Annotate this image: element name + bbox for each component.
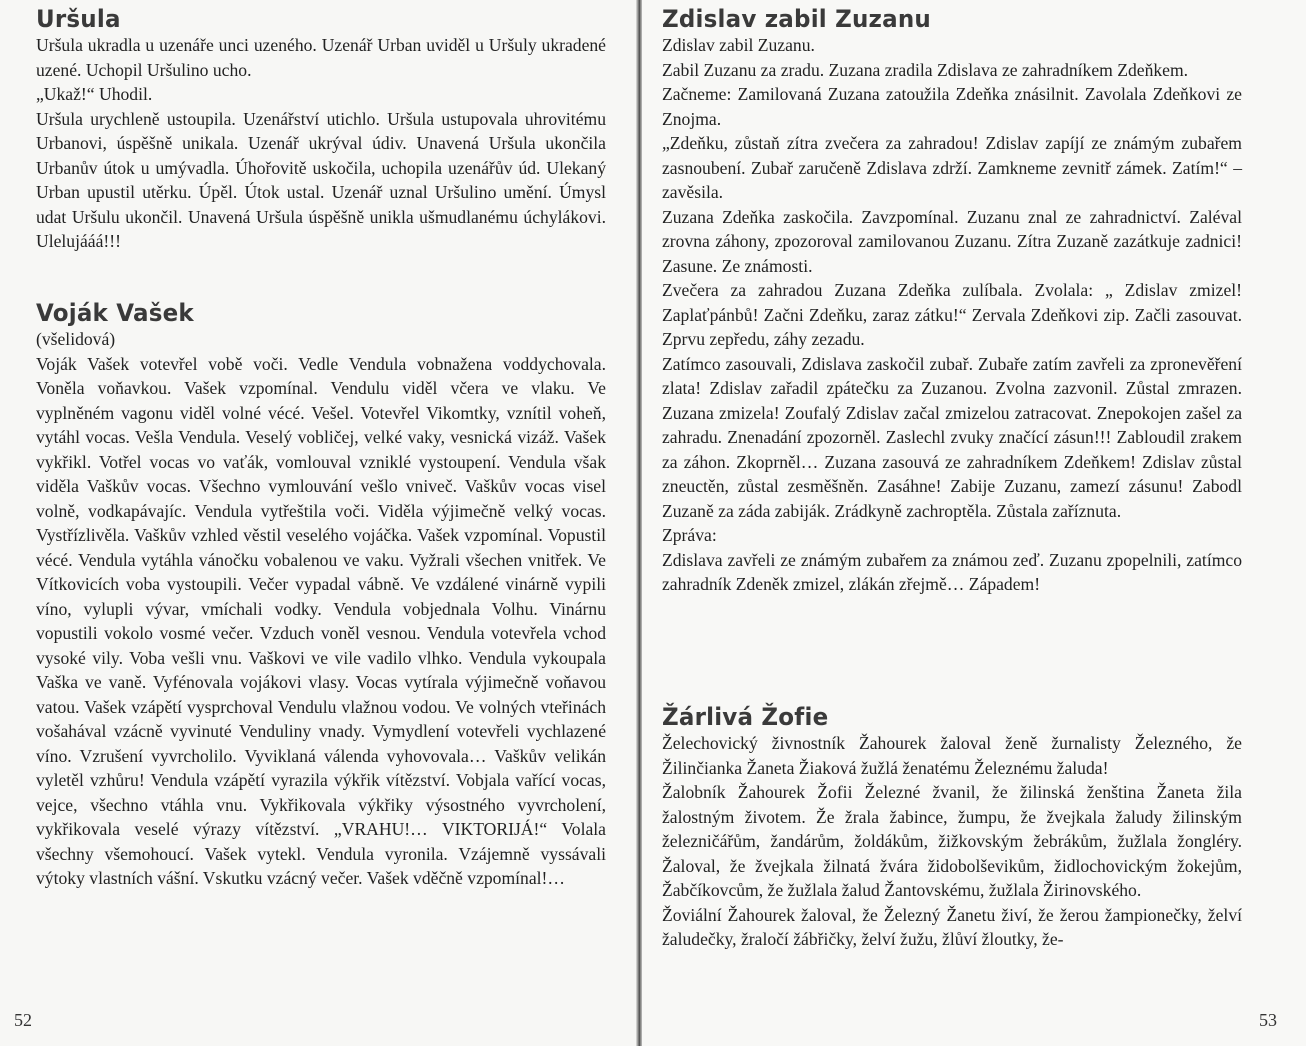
story-zarliva-zofie (662, 704, 1242, 952)
story-title: Voják Vašek (36, 300, 194, 328)
page-number: 53 (1259, 1010, 1277, 1030)
story-paragraph: Uršula urychleně ustoupila. Uzenářství utichlo. Uršula ustupovala uhrovitému Urbanovi, úspěšně unikala. Uzenář ukrýval údiv. Unavená Uršula ukončila Urbanův útok u umývadla. Úhořovitě uskočila, uchopila uzenářův úd. Ulekaný Urban upustil utěrku. Úpěl. Útok ustal. Uzenář uznal Uršulino umění. Úmysl udat Uršulu ukončil. Unavená Uršula úspěšně unikla ušmudlanému úchylákovi. Ulelujááá!!! (36, 108, 606, 251)
story-paragraph: Zpráva: (662, 525, 717, 545)
story-paragraph: Zdislava zavřeli ze známým zubařem za známou zeď. Zuzanu zpopelnili, zatímco zahradník Zdeněk zmizel, zlákán zřejmě… Západem! (662, 549, 1242, 594)
story-paragraph: Zabil Zuzanu za zradu. Zuzana zradila Zdislava ze zahradníkem Zdeňkem. (662, 59, 1189, 80)
story-paragraph: Zvečera za zahradou Zuzana Zdeňka zulíbala. Zvolala: „ Zdislav zmizel! Zaplaťpánbů! Začni Zdeňku, zaraz zátku!“ Zervala Zdeňkovi zip. Začli zasouvat. Zprvu zepředu, záhy zezadu. (662, 280, 1242, 349)
story-paragraph: Zdislav zabil Zuzanu. (662, 35, 815, 55)
story-paragraph: „Zdeňku, zůstaň zítra zvečera za zahradou! Zdislav zapíjí ze známým zubařem zasnoubení. Zubař zaručeně Zdislava zdrží. Zamkneme zevnitř zámek. Zatím!“ – zavěsila. (662, 133, 1242, 202)
story-title: Žárlivá Žofie (662, 704, 829, 732)
story-paragraph: Žoviální Žahourek žaloval, že Železný Žanetu živí, že žerou žampionečky, želví žaludečky, žraločí žábřičky, želví žužu, žlůví žloutky, že- (662, 904, 1242, 949)
story-paragraph: Zuzana Zdeňka zaskočila. Zavzpomínal. Zuzanu znal ze zahradnictví. Zaléval zrovna záhony, zpozoroval zamilovanou Zuzanu. Zítra Zuzaně zazátkuje zadnici! Zasune. Ze známosti. (662, 206, 1242, 276)
story-paragraph: Želechovický živnostník Žahourek žaloval ženě žurnalisty Železného, že Žilinčianka Žaneta Žiaková žužlá ženatému Železnému žaluda! (662, 733, 1242, 778)
right-page (642, 0, 1306, 1046)
story-subtitle: (všelidová) (36, 329, 116, 349)
story-paragraph: Zatímco zasouvali, Zdislava zaskočil zubař. Zubaře zatím zavřeli za zpronevěření zlata! Zdislav zařadil zpátečku za Zuzanou. Zvolna zazvonil. Zůstal zmrazen. Zuzana zmizela! Zoufalý Zdislav začal zmizelou zatracovat. Znepokojen zašel za zahradu. Znenadání zpozorněl. Zaslechl zvuky značící zásun!!! Zabloudil zrakem za záhon. Zkoprněl… Zuzana zasouvá ze zahradníkem Zdeňkem! Zdislav zůstal zneuctěn, zůstal zesměšněn. Zasáhne! Zabije Zuzanu, zamezí zásunu! Zabodl Zuzaně za záda zabiják. Zrádkyně zachroptěla. Zůstala zaříznuta. (662, 353, 1242, 521)
story-paragraph: Začneme: Zamilovaná Zuzana zatoužila Zdeňka znásilnit. Zavolala Zdeňkovi ze Znojma. (662, 84, 1242, 129)
story-paragraph: Uršula ukradla u uzenáře unci uzeného. Uzenář Urban uviděl u Uršuly ukradené uzené. Uchopil Uršulino ucho. (36, 35, 606, 80)
story-ursula (36, 6, 606, 254)
story-paragraph: Voják Vašek votevřel vobě voči. Vedle Vendula vobnažena voddychovala. Voněla voňavkou. Vašek vzpomínal. Vendulu viděl včera ve vlaku. Ve vyplněném vagonu viděl volné vécé. Vešel. Votevřel Vikomtky, vznítil voheň, vytáhl vocas. Vešla Vendula. Veselý vobličej, velké vaky, vesnická vizáž. Vašek vykřikl. Votřel vocas vo vaťák, vomlouval vzniklé vystoupení. Vendula však viděla Vaškův vocas. Všechno vymlouvání vešlo vniveč. Vaškův vocas visel volně, vodkapávajíc. Vendula vytřeštila voči. Viděla výjimečně velký vocas. Vystřízlivěla. Vaškův vzhled věstil veselého vojáčka. Vašek vzpomínal. Vopustil vécé. Vendula vytáhla vánočku vobalenou ve vaku. Vyžrali všechen vnitřek. Ve Vítkovicích voba vystoupili. Večer vypadal vábně. Ve vzdálené vinárně vypili víno, vylupli vývar, vmíchali vodky. Vendula vobjednala Volhu. Vinárnu vopustili vokolo vosmé večer. Vzduch voněl vesnou. Vendula votevřela vchod vysoké vily. Voba vešli vnu. Vaškovi ve vile vadilo vlhko. Vendula vykoupala Vaška ve vaně. Vyfénovala vojákovi vlasy. Vocas vytírala výjimečně voňavou vatou. Vašek vzápětí vysprchoval Vendulu vlažnou vodou. Ve volných vteřinách vošahával vzácně vyvinuté Venduliny vnady. Vymydlení votevřeli vychlazené víno. Vzrušení vyvrcholilo. Vyviklaná válenda vyhovovala… Vaškův velikán vyletěl vzhůru! Vendula vzápětí vyrazila výkřik vítězství. Vobjala vařící vocas, vejce, všechno vtáhla vnu. Vykřikovala výkřiky výsostného vyvrcholení, vykřikovala veselé výrazy vítězství. „VRAHU!… VIKTORIJÁ!“ Volala všechny všemohoucí. Vašek vytekl. Vendula vyronila. Vzájemně vyssávali výtoky vlastních vášní. Vskutku vzácný večer. Vašek vděčně vzpomínal!… (36, 353, 606, 888)
story-zdislav (662, 6, 1242, 597)
left-page (0, 0, 638, 1046)
story-title: Zdislav zabil Zuzanu (662, 6, 931, 34)
story-vojak-vasek (36, 300, 606, 891)
story-title: Uršula (36, 6, 121, 34)
story-paragraph: Žalobník Žahourek Žofii Železné žvanil, že žilinská ženština Žaneta žila žalostným životem. Že žrala žabince, žumpu, že žvejkala žaludy žilinským železničářům, žandárům, žoldákům, žižkovským žebrákům, žužlala žongléry. Žaloval, že žvejkala žilnatá žvára židobolševikům, židlochovickým žokejům, Žabčíkovcům, že žužlala žalud Žantovskému, žužlala Žirinovského. (662, 782, 1242, 900)
story-paragraph: „Ukaž!“ Uhodil. (36, 84, 153, 104)
page-number: 52 (14, 1010, 32, 1030)
